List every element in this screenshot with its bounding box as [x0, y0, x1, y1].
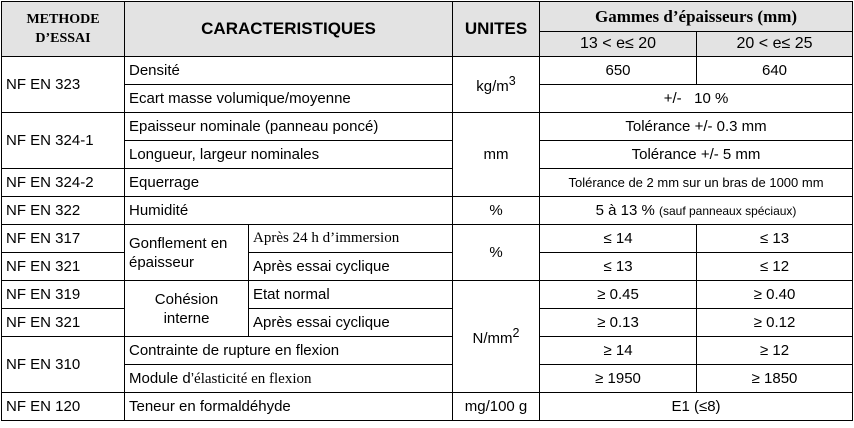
unit-cell: mm: [453, 113, 540, 197]
characteristic-cell: Longueur, largeur nominales: [125, 141, 453, 169]
value-cell: ≥ 0.12: [697, 309, 853, 337]
unit-superscript: 2: [512, 326, 520, 340]
characteristic-cell: Equerrage: [125, 169, 453, 197]
range-header-13-20: 13 < e≤ 20: [540, 32, 697, 57]
table-row: [2, 393, 853, 421]
characteristic-cell: Humidité: [125, 197, 453, 225]
method-cell: NF EN 324-2: [2, 169, 125, 197]
units-header: UNITES: [453, 2, 540, 57]
value-cell: ≥ 1950: [540, 365, 697, 393]
table-row: [2, 337, 853, 365]
specifications-table: [1, 1, 853, 421]
unit-cell: %: [453, 197, 540, 225]
unit-cell: %: [453, 225, 540, 281]
method-cell: NF EN 317: [2, 225, 125, 253]
value-cell: 640: [697, 57, 853, 85]
method-cell: NF EN 319: [2, 281, 125, 309]
table-row: [2, 197, 853, 225]
group-cell-cohesion: Cohésion interne: [125, 281, 249, 337]
characteristic-cell: Contrainte de rupture en flexion: [125, 337, 453, 365]
unit-text: kg/m: [476, 78, 509, 95]
value-cell: [540, 197, 853, 225]
characteristics-header: CARACTERISTIQUES: [125, 2, 453, 57]
value-cell: ≥ 1850: [697, 365, 853, 393]
method-header-line1: METHODE: [26, 12, 100, 27]
value-cell: ≥ 0.40: [697, 281, 853, 309]
value-cell: ≥ 0.13: [540, 309, 697, 337]
sub-characteristic-cell: Après essai cyclique: [249, 253, 453, 281]
method-cell: NF EN 323: [2, 57, 125, 113]
value-cell: ≤ 13: [697, 225, 853, 253]
table-row: [2, 281, 853, 309]
value-cell: Tolérance +/- 5 mm: [540, 141, 853, 169]
value-cell: ≤ 13: [540, 253, 697, 281]
value-cell: ≤ 12: [697, 253, 853, 281]
sub-characteristic-cell: Après 24 h d’immersion: [249, 225, 453, 253]
characteristic-text-b: élasticité en flexion: [194, 370, 312, 387]
table-row: [2, 169, 853, 197]
value-text: 5 à 13 %: [595, 202, 655, 219]
method-header-line2: D’ESSAI: [35, 31, 91, 46]
method-cell: NF EN 321: [2, 309, 125, 337]
value-cell: +/- 10 %: [540, 85, 853, 113]
value-cell: ≥ 0.45: [540, 281, 697, 309]
characteristic-text-a: Module d’: [129, 369, 195, 387]
method-cell: NF EN 322: [2, 197, 125, 225]
table-row: [2, 113, 853, 141]
value-cell: ≥ 14: [540, 337, 697, 365]
ranges-header: Gammes d’épaisseurs (mm): [540, 2, 853, 32]
sub-characteristic-cell: Etat normal: [249, 281, 453, 309]
method-cell: NF EN 324-1: [2, 113, 125, 169]
unit-cell: mg/100 g: [453, 393, 540, 421]
method-header: [2, 2, 125, 57]
unit-cell: [453, 57, 540, 113]
unit-text: N/mm: [472, 330, 513, 347]
range-header-20-25: 20 < e≤ 25: [697, 32, 853, 57]
value-cell: 650: [540, 57, 697, 85]
method-cell: NF EN 120: [2, 393, 125, 421]
value-cell: ≥ 12: [697, 337, 853, 365]
characteristic-cell: Densité: [125, 57, 453, 85]
value-cell: Tolérance de 2 mm sur un bras de 1000 mm: [540, 169, 853, 197]
value-cell: ≤ 14: [540, 225, 697, 253]
table-row: [2, 85, 853, 113]
table-row: [2, 57, 853, 85]
method-cell: NF EN 310: [2, 337, 125, 393]
characteristic-cell: Teneur en formaldéhyde: [125, 393, 453, 421]
value-cell: Tolérance +/- 0.3 mm: [540, 113, 853, 141]
value-note: (sauf panneaux spéciaux): [659, 204, 797, 218]
unit-cell: [453, 281, 540, 393]
table-row: [2, 141, 853, 169]
table-row: [2, 365, 853, 393]
unit-superscript: 3: [508, 74, 516, 88]
method-cell: NF EN 321: [2, 253, 125, 281]
table-row: [2, 225, 853, 253]
group-cell-swelling: Gonflement en épaisseur: [125, 225, 249, 281]
sub-characteristic-cell: Après essai cyclique: [249, 309, 453, 337]
characteristic-cell: Ecart masse volumique/moyenne: [125, 85, 453, 113]
characteristic-cell: Epaisseur nominale (panneau poncé): [125, 113, 453, 141]
characteristic-cell: [125, 365, 453, 393]
value-cell: E1 (≤8): [540, 393, 853, 421]
